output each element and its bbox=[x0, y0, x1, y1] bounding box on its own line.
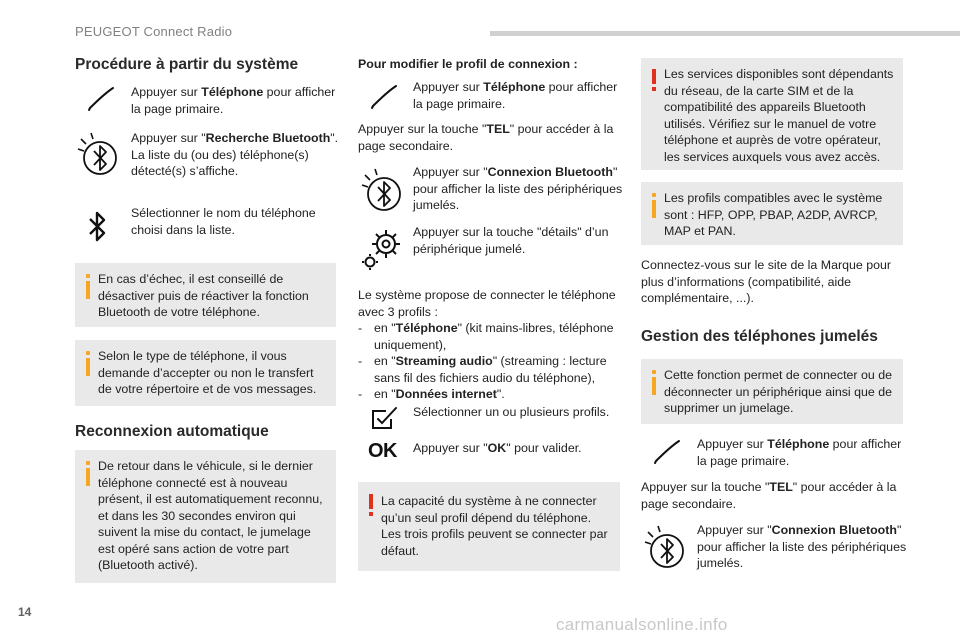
info-icon bbox=[84, 461, 92, 486]
warning-icon bbox=[368, 494, 374, 516]
running-title: PEUGEOT Connect Radio bbox=[75, 24, 233, 39]
col2-step-select: Sélectionner un ou plusieurs profils. bbox=[413, 405, 610, 419]
info-icon bbox=[650, 370, 658, 395]
info-note-reconnexion: De retour dans le véhicule, si le dernier téléphone connecté est à nouveau présent, il est automatiquement reconnu, et dans les 30 secondes environ qui suivent la mise du contact, le jumelage est opéré sans action de votre part (Bluetooth activé). bbox=[75, 450, 336, 583]
bluetooth-search-icon bbox=[358, 167, 408, 217]
col2-step-connexion: Appuyer sur "Connexion Bluetooth" pour afficher la liste des périphériques jumelés. bbox=[413, 165, 623, 212]
header-rule bbox=[490, 31, 960, 36]
pen-icon bbox=[369, 82, 401, 110]
col2-step-ok: Appuyer sur "OK" pour valider. bbox=[413, 441, 582, 455]
list-item: - en "Streaming audio" (streaming : lecture sans fil des fichiers audio du téléphone), bbox=[358, 354, 607, 385]
col3-step-telephone: Appuyer sur Téléphone pour afficher la page primaire. bbox=[697, 437, 902, 468]
info-icon bbox=[84, 274, 92, 299]
profile-list bbox=[358, 320, 620, 403]
warning-note-services: Les services disponibles sont dépendants du réseau, de la carte SIM et de la compatibilité des appareils Bluetooth utilisés. Vérifiez sur le manuel de votre téléphone et auprès de votre opérateur, les services auxquels vous avez accès. bbox=[641, 58, 903, 170]
col2-step-telephone: Appuyer sur Téléphone pour afficher la page primaire. bbox=[413, 80, 618, 111]
col1-step-telephone: Appuyer sur Téléphone pour afficher la page primaire. bbox=[131, 85, 336, 116]
col2-step-details: Appuyer sur la touche "détails" d’un périphérique jumelé. bbox=[413, 225, 609, 256]
col2-para-profils: Le système propose de connecter le téléphone avec 3 profils : bbox=[358, 288, 616, 319]
warning-note-profils: La capacité du système à ne connecter qu’un seul profil dépend du téléphone. Les trois profils peuvent se connecter par défaut. bbox=[358, 482, 620, 571]
settings-gear-icon bbox=[358, 224, 408, 272]
info-icon bbox=[84, 351, 92, 376]
section-title-procedure: Procédure à partir du système bbox=[75, 56, 299, 73]
page-number: 14 bbox=[18, 605, 32, 619]
bluetooth-search-icon bbox=[641, 524, 691, 574]
col3-para-site: Connectez-vous sur le site de la Marque pour plus d’informations (compatibilité, aide complémentaire, ...). bbox=[641, 258, 892, 305]
col3-step-connexion: Appuyer sur "Connexion Bluetooth" pour afficher la liste des périphériques jumelés. bbox=[697, 523, 907, 570]
col2-heading: Pour modifier le profil de connexion : bbox=[358, 57, 578, 71]
list-item: - en "Téléphone" (kit mains-libres, téléphone uniquement), bbox=[358, 321, 614, 352]
info-note-transfert: Selon le type de téléphone, il vous demande d’accepter ou non le transfert de votre répertoire et de vos messages. bbox=[75, 340, 336, 406]
pen-icon bbox=[652, 437, 684, 465]
info-icon bbox=[650, 193, 658, 218]
checkbox-edit-icon bbox=[370, 405, 400, 431]
section-title-gestion: Gestion des téléphones jumelés bbox=[641, 328, 878, 345]
col1-step-select: Sélectionner le nom du téléphone choisi dans la liste. bbox=[131, 206, 316, 237]
info-note-echec: En cas d’échec, il est conseillé de désactiver puis de réactiver la fonction Bluetooth de votre téléphone. bbox=[75, 263, 336, 327]
info-note-gestion: Cette fonction permet de connecter ou de déconnecter un périphérique ainsi que de supprimer un jumelage. bbox=[641, 359, 903, 424]
section-title-reconnexion: Reconnexion automatique bbox=[75, 423, 269, 440]
pen-icon bbox=[86, 84, 118, 112]
info-note-profils: Les profils compatibles avec le système sont : HFP, OPP, PBAP, A2DP, AVRCP, MAP et PAN. bbox=[641, 182, 903, 245]
bluetooth-search-icon bbox=[74, 131, 124, 181]
col1-step-recherche: Appuyer sur "Recherche Bluetooth". La liste du (ou des) téléphone(s) détecté(s) s’affiche. bbox=[131, 131, 339, 178]
ok-icon: OK bbox=[368, 440, 397, 462]
bluetooth-icon bbox=[86, 210, 110, 244]
col3-para-tel: Appuyer sur la touche "TEL" pour accéder à la page secondaire. bbox=[641, 480, 897, 511]
warning-icon bbox=[651, 69, 657, 91]
watermark: carmanualsonline.info bbox=[556, 615, 728, 634]
list-item: - en "Données internet". bbox=[358, 387, 505, 401]
col2-para-tel: Appuyer sur la touche "TEL" pour accéder à la page secondaire. bbox=[358, 122, 614, 153]
